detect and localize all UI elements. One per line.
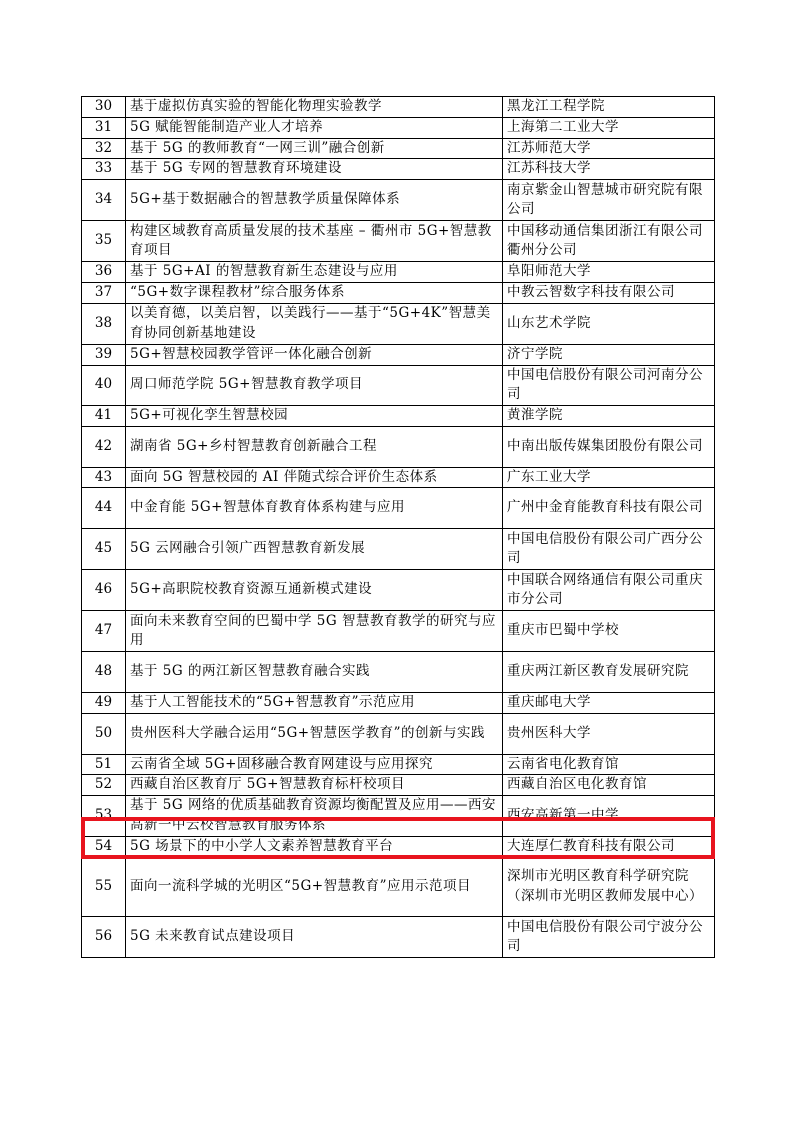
organization-name: 中国联合网络通信有限公司重庆市分公司	[503, 570, 715, 611]
project-name: 基于 5G 的教师教育“一网三训”融合创新	[126, 138, 503, 159]
table-row	[82, 611, 715, 652]
table-row	[82, 221, 715, 262]
row-number: 42	[82, 426, 126, 467]
row-number: 46	[82, 570, 126, 611]
project-name: 构建区域教育高质量发展的技术基座 – 衢州市 5G+智慧教育项目	[126, 221, 503, 262]
organization-name: 上海第二工业大学	[503, 118, 715, 139]
project-name: 基于 5G 的两江新区智慧教育融合实践	[126, 652, 503, 693]
row-number: 56	[82, 917, 126, 958]
table-row	[82, 570, 715, 611]
project-name: 基于 5G 网络的优质基础教育资源均衡配置及应用——西安高新一中云校智慧教育服务体系	[126, 795, 503, 836]
project-name: 湖南省 5G+乡村智慧教育创新融合工程	[126, 426, 503, 467]
project-name: 5G+可视化孪生智慧校园	[126, 405, 503, 426]
row-number: 35	[82, 221, 126, 262]
project-name: 西藏自治区教育厅 5G+智慧教育标杆校项目	[126, 775, 503, 796]
organization-name: 江苏科技大学	[503, 159, 715, 180]
row-number: 49	[82, 693, 126, 714]
organization-name: 中国电信股份有限公司宁波分公司	[503, 917, 715, 958]
row-number: 31	[82, 118, 126, 139]
organization-name: 中南出版传媒集团股份有限公司	[503, 426, 715, 467]
organization-name: 山东艺术学院	[503, 303, 715, 344]
row-number: 54	[82, 836, 126, 857]
organization-name: 西安高新第一中学	[503, 795, 715, 836]
project-name: 5G 未来教育试点建设项目	[126, 917, 503, 958]
organization-name: 深圳市光明区教育科学研究院（深圳市光明区教师发展中心）	[503, 857, 715, 917]
organization-name: 阜阳师范大学	[503, 262, 715, 283]
project-table	[81, 96, 715, 958]
organization-name: 江苏师范大学	[503, 138, 715, 159]
project-name: 面向未来教育空间的巴蜀中学 5G 智慧教育教学的研究与应用	[126, 611, 503, 652]
table-row	[82, 693, 715, 714]
row-number: 53	[82, 795, 126, 836]
project-name: 基于 5G 专网的智慧教育环境建设	[126, 159, 503, 180]
project-name: 5G 赋能智能制造产业人才培养	[126, 118, 503, 139]
table-row	[82, 836, 715, 857]
table-row	[82, 488, 715, 529]
row-number: 39	[82, 344, 126, 365]
project-name: 基于虚拟仿真实验的智能化物理实验教学	[126, 97, 503, 118]
table-row	[82, 775, 715, 796]
organization-name: 广州中金育能教育科技有限公司	[503, 488, 715, 529]
table-row	[82, 97, 715, 118]
organization-name: 南京紫金山智慧城市研究院有限公司	[503, 180, 715, 221]
project-name: 周口师范学院 5G+智慧教育教学项目	[126, 365, 503, 405]
table-row	[82, 795, 715, 836]
table-row	[82, 652, 715, 693]
project-name: 5G+智慧校园教学管评一体化融合创新	[126, 344, 503, 365]
organization-name: 西藏自治区电化教育馆	[503, 775, 715, 796]
organization-name: 中国移动通信集团浙江有限公司衢州分公司	[503, 221, 715, 262]
project-name: 5G 场景下的中小学人文素养智慧教育平台	[126, 836, 503, 857]
organization-name: 中国电信股份有限公司河南分公司	[503, 365, 715, 405]
row-number: 38	[82, 303, 126, 344]
table-row	[82, 529, 715, 570]
organization-name: 大连厚仁教育科技有限公司	[503, 836, 715, 857]
row-number: 51	[82, 754, 126, 775]
row-number: 50	[82, 713, 126, 754]
table-row	[82, 180, 715, 221]
table-row	[82, 713, 715, 754]
project-name: 5G+高职院校教育资源互通新模式建设	[126, 570, 503, 611]
project-name: 面向一流科学城的光明区“5G+智慧教育”应用示范项目	[126, 857, 503, 917]
row-number: 48	[82, 652, 126, 693]
organization-name: 贵州医科大学	[503, 713, 715, 754]
project-name: 面向 5G 智慧校园的 AI 伴随式综合评价生态体系	[126, 467, 503, 488]
table-row	[82, 467, 715, 488]
row-number: 41	[82, 405, 126, 426]
row-number: 37	[82, 283, 126, 304]
row-number: 36	[82, 262, 126, 283]
project-name: “5G+数字课程教材”综合服务体系	[126, 283, 503, 304]
project-name: 5G+基于数据融合的智慧教学质量保障体系	[126, 180, 503, 221]
organization-name: 重庆邮电大学	[503, 693, 715, 714]
table-row	[82, 917, 715, 958]
project-name: 基于人工智能技术的“5G+智慧教育”示范应用	[126, 693, 503, 714]
table-row	[82, 365, 715, 405]
project-name: 中金育能 5G+智慧体育教育体系构建与应用	[126, 488, 503, 529]
organization-name: 黄淮学院	[503, 405, 715, 426]
organization-name: 济宁学院	[503, 344, 715, 365]
organization-name: 重庆市巴蜀中学校	[503, 611, 715, 652]
table-row	[82, 426, 715, 467]
table-row	[82, 159, 715, 180]
table-row	[82, 857, 715, 917]
row-number: 55	[82, 857, 126, 917]
project-table-body	[82, 97, 715, 958]
row-number: 47	[82, 611, 126, 652]
project-name: 贵州医科大学融合运用“5G+智慧医学教育”的创新与实践	[126, 713, 503, 754]
table-row	[82, 262, 715, 283]
row-number: 43	[82, 467, 126, 488]
table-row	[82, 754, 715, 775]
table-row	[82, 405, 715, 426]
organization-name: 中教云智数字科技有限公司	[503, 283, 715, 304]
table-row	[82, 118, 715, 139]
table-row	[82, 138, 715, 159]
table-row	[82, 344, 715, 365]
organization-name: 中国电信股份有限公司广西分公司	[503, 529, 715, 570]
project-name: 云南省全域 5G+固移融合教育网建设与应用探究	[126, 754, 503, 775]
table-row	[82, 283, 715, 304]
row-number: 44	[82, 488, 126, 529]
row-number: 34	[82, 180, 126, 221]
row-number: 52	[82, 775, 126, 796]
organization-name: 云南省电化教育馆	[503, 754, 715, 775]
project-name: 基于 5G+AI 的智慧教育新生态建设与应用	[126, 262, 503, 283]
row-number: 45	[82, 529, 126, 570]
row-number: 30	[82, 97, 126, 118]
organization-name: 黑龙江工程学院	[503, 97, 715, 118]
row-number: 40	[82, 365, 126, 405]
organization-name: 重庆两江新区教育发展研究院	[503, 652, 715, 693]
row-number: 32	[82, 138, 126, 159]
project-name: 以美育德，以美启智，以美践行——基于“5G+4K”智慧美育协同创新基地建设	[126, 303, 503, 344]
table-row	[82, 303, 715, 344]
project-name: 5G 云网融合引领广西智慧教育新发展	[126, 529, 503, 570]
organization-name: 广东工业大学	[503, 467, 715, 488]
row-number: 33	[82, 159, 126, 180]
